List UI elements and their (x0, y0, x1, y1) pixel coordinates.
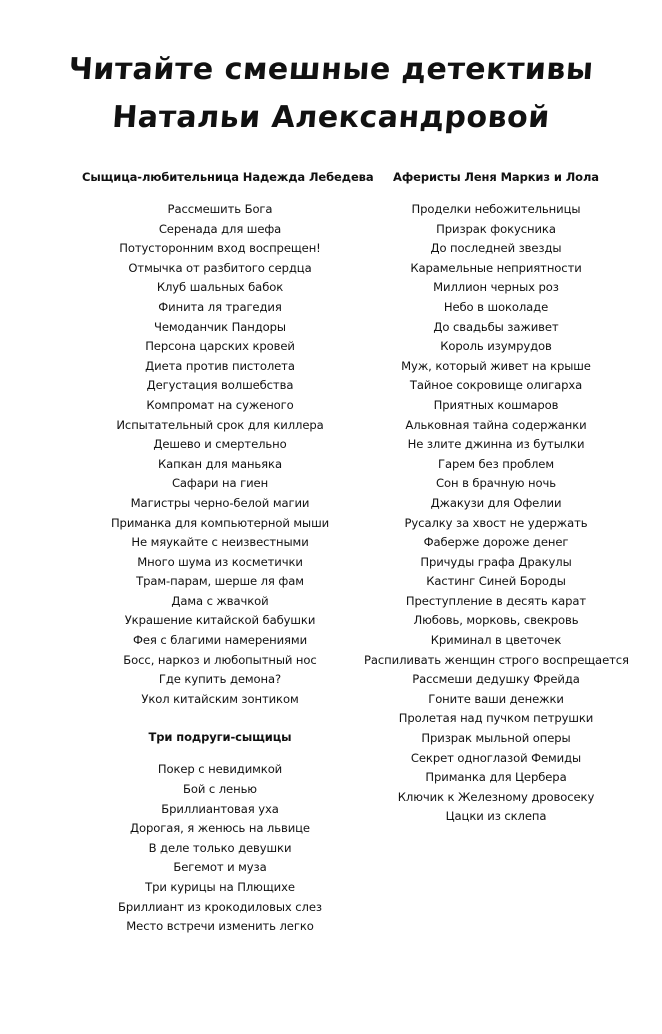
book-title: Бриллиант из крокодиловых слез (118, 899, 322, 914)
book-title: Муж, который живет на крыше (401, 358, 591, 373)
book-title: Фея с благими намерениями (132, 633, 308, 648)
series-heading: Сыщица-любительница Надежда Лебедева (82, 170, 374, 184)
book-title: Карамельные неприятности (410, 260, 582, 275)
book-title: Чемоданчик Пандоры (154, 319, 286, 334)
right-column (364, 168, 628, 827)
book-title: Диета против пистолета (145, 358, 295, 373)
book-title: Пролетая над пучком петрушки (398, 711, 594, 726)
book-title: Преступление в десять карат (405, 593, 587, 608)
book-title: В деле только девушки (148, 840, 292, 855)
book-title: Гоните ваши денежки (428, 691, 564, 706)
book-title: Место встречи изменить легко (126, 919, 314, 934)
book-title: Не мяукайте с неизвестными (131, 535, 309, 550)
book-title: Гарем без проблем (437, 456, 554, 471)
book-list (82, 760, 358, 936)
book-title: Дешево и смертельно (153, 437, 287, 452)
page-title (0, 50, 662, 138)
book-title: Магистры черно-белой магии (130, 495, 310, 510)
book-title: Король изумрудов (440, 339, 552, 354)
book-title: Призрак фокусника (436, 221, 556, 236)
book-title: Сафари на гиен (171, 476, 269, 491)
book-title: Альковная тайна содержанки (405, 417, 587, 432)
book-title: Тайное сокровище олигарха (409, 378, 583, 393)
book-title: Капкан для маньяка (158, 456, 282, 471)
series-heading: Аферисты Леня Маркиз и Лола (393, 170, 599, 184)
book-title: Приманка для Цербера (425, 770, 567, 785)
book-title: Дорогая, я женюсь на львице (130, 821, 310, 836)
series-heading: Три подруги-сыщицы (148, 730, 292, 745)
book-title: Серенада для шефа (158, 221, 282, 236)
book-title: Приятных кошмаров (433, 397, 559, 412)
book-title: Потусторонним вход воспрещен! (119, 241, 321, 256)
book-title: Трам-парам, шерше ля фам (136, 574, 304, 589)
book-title: Миллион черных роз (433, 280, 559, 295)
page-title-line-2: Натальи Александровой (111, 100, 551, 135)
book-list (364, 200, 628, 827)
book-title: Любовь, морковь, свекровь (413, 613, 579, 628)
book-title: Небо в шоколаде (443, 299, 549, 314)
book-title: Бой с ленью (183, 782, 257, 797)
series-block (82, 168, 374, 709)
book-title: Бриллиантовая уха (161, 801, 279, 816)
book-title: Финита ля трагедия (158, 299, 282, 314)
book-title: Джакузи для Офелии (430, 495, 562, 510)
book-title: Не злите джинна из бутылки (407, 437, 585, 452)
book-title: Клуб шальных бабок (156, 280, 284, 295)
book-title: Секрет одноглазой Фемиды (410, 750, 582, 765)
book-title: Дегустация волшебства (146, 378, 294, 393)
page-title-line-1: Читайте смешные детективы (67, 52, 595, 87)
book-title: Ключик к Железному дровосеку (397, 789, 595, 804)
book-title: Испытательный срок для киллера (116, 417, 324, 432)
book-title: Призрак мыльной оперы (421, 731, 571, 746)
book-title: Укол китайским зонтиком (141, 691, 299, 706)
book-title: Где купить демона? (158, 672, 282, 687)
book-title: Криминал в цветочек (430, 633, 562, 648)
book-title: Рассмешить Бога (167, 202, 273, 216)
book-title: Проделки небожительницы (411, 202, 581, 216)
book-title: До свадьбы заживет (433, 319, 559, 334)
book-title: Бегемот и муза (173, 860, 267, 875)
book-title: Распиливать женщин строго воспрещается (364, 652, 629, 667)
book-title: Рассмеши дедушку Фрейда (412, 672, 580, 687)
book-title: Цацки из склепа (445, 809, 547, 824)
book-title: Босс, наркоз и любопытный нос (123, 652, 317, 667)
book-title: Русалку за хвост не удержать (404, 515, 588, 530)
book-list (82, 200, 358, 709)
book-title: До последней звезды (430, 241, 562, 256)
book-title: Три курицы на Плющихе (145, 880, 295, 894)
book-title: Много шума из косметички (137, 554, 303, 569)
series-block (82, 728, 358, 936)
book-title: Сон в брачную ночь (436, 476, 556, 491)
book-title: Покер с невидимкой (157, 762, 283, 777)
book-title: Отмычка от разбитого сердца (128, 260, 312, 275)
book-title: Дама с жвачкой (171, 593, 269, 608)
book-title: Компромат на суженого (146, 397, 294, 412)
book-title: Фаберже дороже денег (423, 535, 569, 550)
book-title: Приманка для компьютерной мыши (110, 515, 330, 530)
book-title: Украшение китайской бабушки (124, 613, 316, 628)
book-title: Кастинг Синей Бороды (426, 574, 566, 589)
series-block (364, 168, 628, 827)
book-title: Персона царских кровей (145, 339, 295, 354)
book-title: Причуды графа Дракулы (420, 554, 572, 569)
left-column (82, 168, 374, 937)
